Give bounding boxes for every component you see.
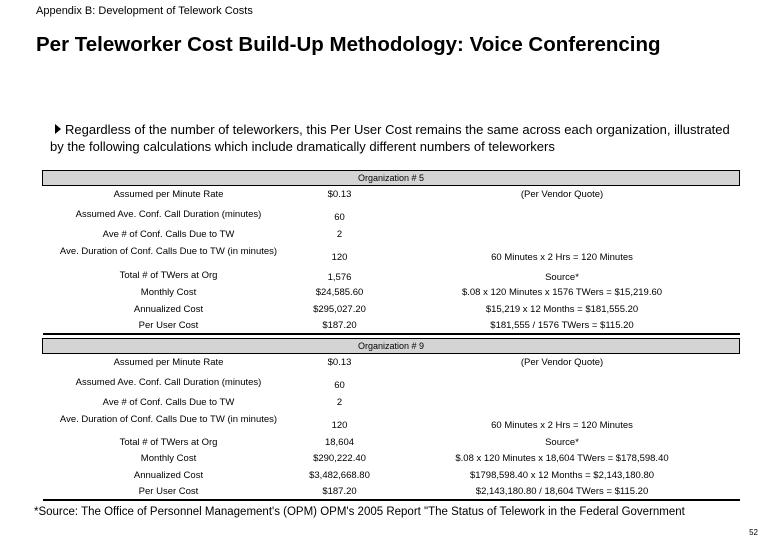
row-label: Total # of TWers at Org <box>119 436 218 448</box>
table-row <box>43 204 740 226</box>
org9-header-row <box>43 339 740 354</box>
row-note: 60 Minutes x 2 Hrs = 120 Minutes <box>491 251 633 263</box>
page-title: Per Teleworker Cost Build-Up Methodology: Voice Conferencing <box>36 33 661 56</box>
row-value: 60 <box>334 212 345 223</box>
row-label: Assumed Ave. Conf. Call Duration (minutes) <box>75 377 262 388</box>
row-note: Source* <box>545 436 579 448</box>
row-value: 1,576 <box>327 271 352 283</box>
row-note <box>385 226 740 243</box>
table-row <box>43 301 740 318</box>
table-row <box>43 354 740 372</box>
row-note: (Per Vendor Quote) <box>520 189 604 201</box>
row-value: 18,604 <box>324 436 355 448</box>
row-value: $295,027.20 <box>313 303 366 315</box>
row-value: $24,585.60 <box>315 287 364 298</box>
row-value: 120 <box>331 419 348 431</box>
org9-cost-table <box>42 338 740 501</box>
row-label: Monthly Cost <box>140 453 197 464</box>
row-label: Per User Cost <box>43 484 295 500</box>
org9-title: Organization # 9 <box>43 339 740 354</box>
row-label: Per User Cost <box>43 318 295 334</box>
intro-paragraph <box>50 121 740 155</box>
row-label: Total # of TWers at Org <box>119 269 218 281</box>
org5-title: Organization # 5 <box>43 171 740 186</box>
table-row <box>43 467 740 484</box>
row-note <box>385 204 740 226</box>
row-note <box>385 394 740 411</box>
row-note: $1798,598.40 x 12 Months = $2,143,180.80 <box>469 469 655 481</box>
table-row <box>43 186 740 204</box>
row-note <box>385 372 740 394</box>
row-label: Ave. Duration of Conf. Calls Due to TW (in minutes) <box>59 413 278 425</box>
table-row <box>43 411 740 434</box>
triangle-bullet-icon <box>55 124 61 134</box>
org5-cost-table <box>42 170 740 335</box>
row-note: $.08 x 120 Minutes x 1576 TWers = $15,219.60 <box>461 287 663 298</box>
org5-header-row <box>43 171 740 186</box>
row-note: (Per Vendor Quote) <box>520 357 604 369</box>
table-row <box>43 434 740 451</box>
row-note: 60 Minutes x 2 Hrs = 120 Minutes <box>491 419 633 431</box>
row-label: Monthly Cost <box>140 287 197 298</box>
table-row <box>43 285 740 301</box>
row-value: $290,222.40 <box>313 453 366 464</box>
table-row <box>43 226 740 243</box>
row-value: 2 <box>336 228 343 240</box>
page-number: 52 <box>749 528 758 537</box>
table-row <box>43 243 740 266</box>
row-value: $0.13 <box>327 357 352 369</box>
row-value: $3,482,668.80 <box>309 469 370 481</box>
row-value: 120 <box>331 251 348 263</box>
row-note: $.08 x 120 Minutes x 18,604 TWers = $178,598.40 <box>455 453 669 464</box>
row-note: $15,219 x 12 Months = $181,555.20 <box>485 303 639 315</box>
row-note: $2,143,180.80 / 18,604 TWers = $115.20 <box>385 484 740 500</box>
intro-text: Regardless of the number of teleworkers, this Per User Cost remains the same across each organization, illustrated by the following calculations which include dramatically different numbers of teleworkers <box>50 122 730 154</box>
table-row <box>43 451 740 467</box>
row-note: Source* <box>545 271 579 283</box>
row-value: $187.20 <box>295 318 385 334</box>
row-label: Ave # of Conf. Calls Due to TW <box>102 228 235 240</box>
row-label: Assumed per Minute Rate <box>113 189 224 201</box>
row-label: Ave. Duration of Conf. Calls Due to TW (in minutes) <box>59 245 278 257</box>
table-row <box>43 318 740 334</box>
appendix-label: Appendix B: Development of Telework Costs <box>36 5 253 17</box>
row-value: $0.13 <box>327 189 352 201</box>
row-label: Assumed per Minute Rate <box>113 357 224 369</box>
row-value: 60 <box>334 380 345 391</box>
table-row <box>43 484 740 500</box>
row-label: Annualized Cost <box>133 303 204 315</box>
row-value: $187.20 <box>295 484 385 500</box>
row-label: Annualized Cost <box>133 469 204 481</box>
row-note: $181,555 / 1576 TWers = $115.20 <box>385 318 740 334</box>
table-row <box>43 266 740 285</box>
table-row <box>43 394 740 411</box>
row-value: 2 <box>336 396 343 408</box>
row-label: Assumed Ave. Conf. Call Duration (minutes) <box>75 209 262 220</box>
row-label: Ave # of Conf. Calls Due to TW <box>102 396 235 408</box>
source-footnote: *Source: The Office of Personnel Management's (OPM) OPM's 2005 Report "The Status of Telework in the Federal Government <box>34 506 685 518</box>
table-row <box>43 372 740 394</box>
